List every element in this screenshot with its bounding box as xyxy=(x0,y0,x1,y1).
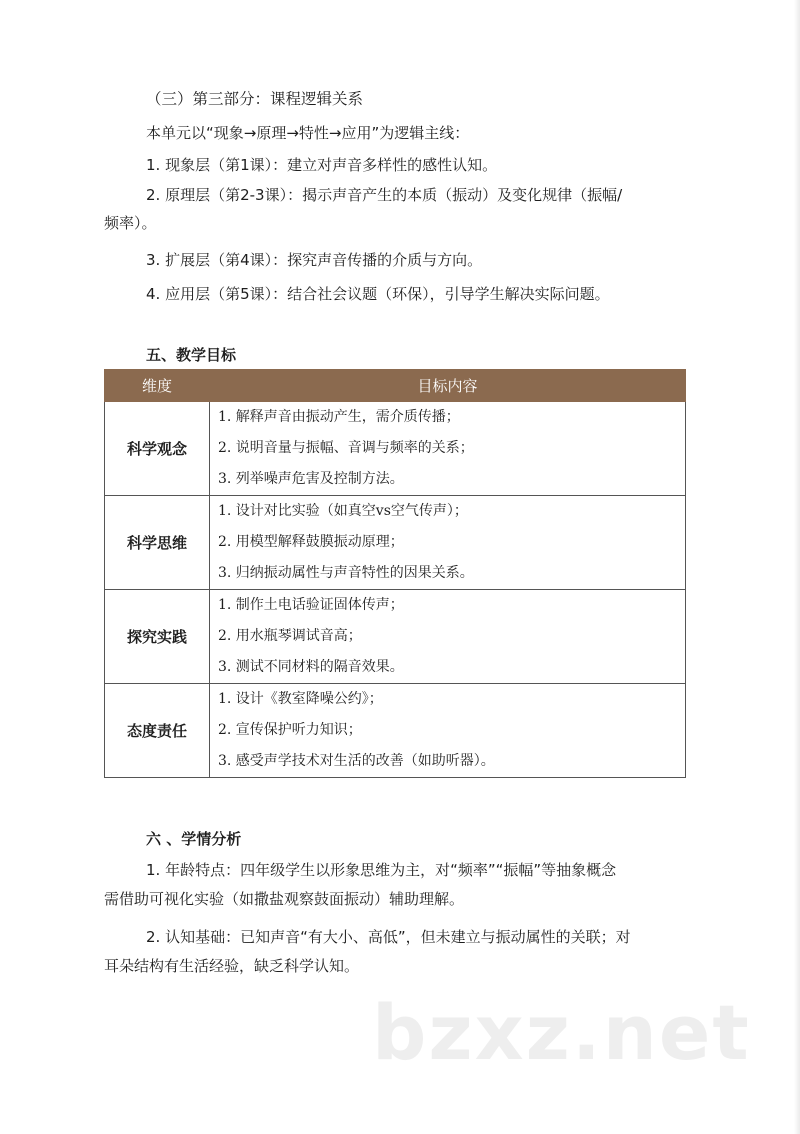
goal-item: 3. 归纳振动属性与声音特性的因果关系。 xyxy=(218,565,474,581)
section3-item-2: 2. 原理层（第2-3课）：揭示声音产生的本质（振动）及变化规律（振幅/ xyxy=(146,186,623,204)
goal-item: 1. 设计《教室降噪公约》； xyxy=(218,691,383,707)
section3-item-2-cont: 频率）。 xyxy=(104,214,157,232)
goal-item: 2. 用水瓶琴调试音高； xyxy=(218,628,362,644)
goal-item: 2. 说明音量与振幅、音调与频率的关系； xyxy=(218,440,474,456)
table-row xyxy=(105,402,686,496)
table-row xyxy=(105,684,686,778)
goal-items-cell xyxy=(210,402,686,496)
section3-item-3: 3. 扩展层（第4课）：探究声音传播的介质与方向。 xyxy=(146,251,483,269)
header-goal-content: 目标内容 xyxy=(210,370,686,402)
goal-items-cell xyxy=(210,496,686,590)
site-watermark: bzxz.net xyxy=(372,988,751,1077)
section3-title: （三）第三部分：课程逻辑关系 xyxy=(146,90,364,108)
goal-item: 3. 测试不同材料的隔音效果。 xyxy=(218,659,404,675)
dimension-cell: 科学观念 xyxy=(105,402,210,496)
goal-items-cell xyxy=(210,684,686,778)
section3-item-4: 4. 应用层（第5课）：结合社会议题（环保），引导学生解决实际问题。 xyxy=(146,285,610,303)
dimension-cell: 科学思维 xyxy=(105,496,210,590)
section3-intro: 本单元以“现象→原理→特性→应用”为逻辑主线： xyxy=(146,124,470,142)
section6-title: 六 、学情分析 xyxy=(146,830,242,848)
table-row xyxy=(105,590,686,684)
section6-para2-line2: 耳朵结构有生活经验，缺乏科学认知。 xyxy=(104,957,360,975)
goal-item: 3. 列举噪声危害及控制方法。 xyxy=(218,471,404,487)
teaching-goals-table xyxy=(104,369,686,778)
section3-item-1: 1. 现象层（第1课）：建立对声音多样性的感性认知。 xyxy=(146,156,498,174)
goal-items-cell xyxy=(210,590,686,684)
goal-item: 2. 用模型解释鼓膜振动原理； xyxy=(218,534,404,550)
table-header-row xyxy=(105,370,686,402)
section6-para1-line1: 1. 年龄特点：四年级学生以形象思维为主，对“频率”“振幅”等抽象概念 xyxy=(146,861,617,879)
goal-item: 1. 解释声音由振动产生，需介质传播； xyxy=(218,409,460,425)
goal-item: 2. 宣传保护听力知识； xyxy=(218,722,362,738)
table-row xyxy=(105,496,686,590)
section6-para1-line2: 需借助可视化实验（如撒盐观察鼓面振动）辅助理解。 xyxy=(104,890,465,908)
header-dimension: 维度 xyxy=(105,370,210,402)
dimension-cell: 态度责任 xyxy=(105,684,210,778)
goal-item: 3. 感受声学技术对生活的改善（如助听器）。 xyxy=(218,753,495,769)
goal-item: 1. 设计对比实验（如真空vs空气传声）； xyxy=(218,503,468,519)
section5-title: 五、教学目标 xyxy=(146,346,237,364)
section6-para2-line1: 2. 认知基础：已知声音“有大小、高低”，但未建立与振动属性的关联；对 xyxy=(146,928,631,946)
page-edge-shadow xyxy=(794,0,800,1134)
goal-item: 1. 制作土电话验证固体传声； xyxy=(218,597,404,613)
dimension-cell: 探究实践 xyxy=(105,590,210,684)
